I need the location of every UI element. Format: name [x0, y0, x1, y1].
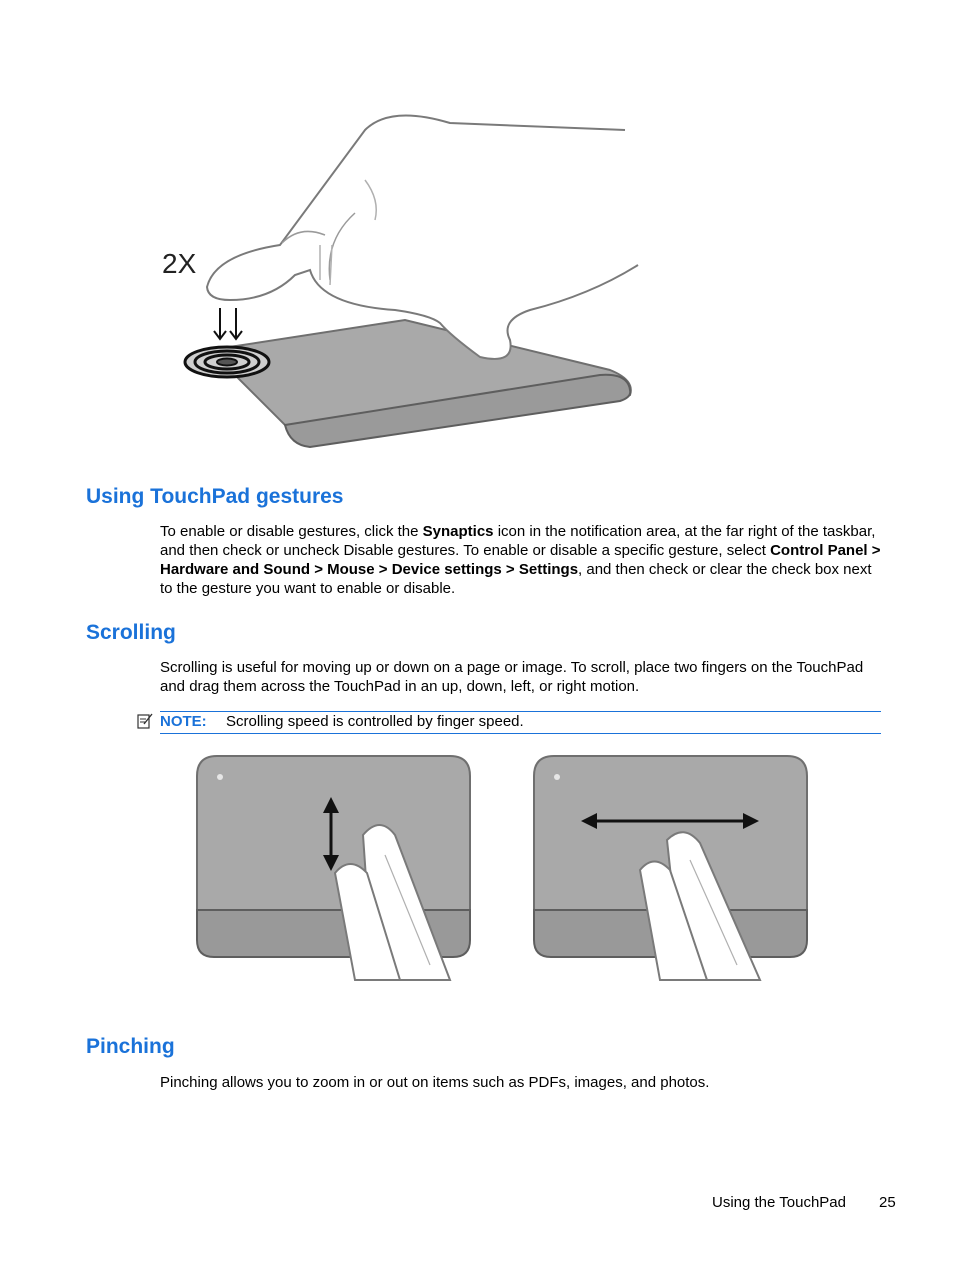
pinching-paragraph: Pinching allows you to zoom in or out on items such as PDFs, images, and photos. [160, 1074, 710, 1091]
double-tap-illustration [150, 95, 650, 455]
vertical-scroll-illustration [195, 755, 475, 990]
heading-scrolling: Scrolling [86, 621, 176, 644]
horizontal-scroll-illustration [532, 755, 812, 990]
note-text: Scrolling speed is controlled by finger speed. [226, 713, 524, 730]
footer-section-title: Using the TouchPad [712, 1194, 846, 1211]
note-label: NOTE: [160, 713, 207, 730]
note-icon [136, 712, 154, 730]
tap-count-label: 2X [162, 248, 197, 279]
note-box [160, 711, 881, 734]
scrolling-paragraph: Scrolling is useful for moving up or down on a page or image. To scroll, place two fingers on the TouchPad and drag them across the TouchPad in an up, down, left, or right motion. [160, 659, 864, 695]
gestures-paragraph: To enable or disable gestures, click the Synaptics icon in the notification area, at the far right of the taskbar, and then check or uncheck Disable gestures. To enable or disable a specific gesture, select Control Panel > Hardware and Sound > Mouse > Device settings > Settings, and then check or clear the check box next to the gesture you want to enable or disable. [160, 523, 881, 597]
footer-page-number: 25 [879, 1194, 896, 1211]
heading-pinching: Pinching [86, 1035, 175, 1058]
heading-touchpad-gestures: Using TouchPad gestures [86, 485, 344, 508]
